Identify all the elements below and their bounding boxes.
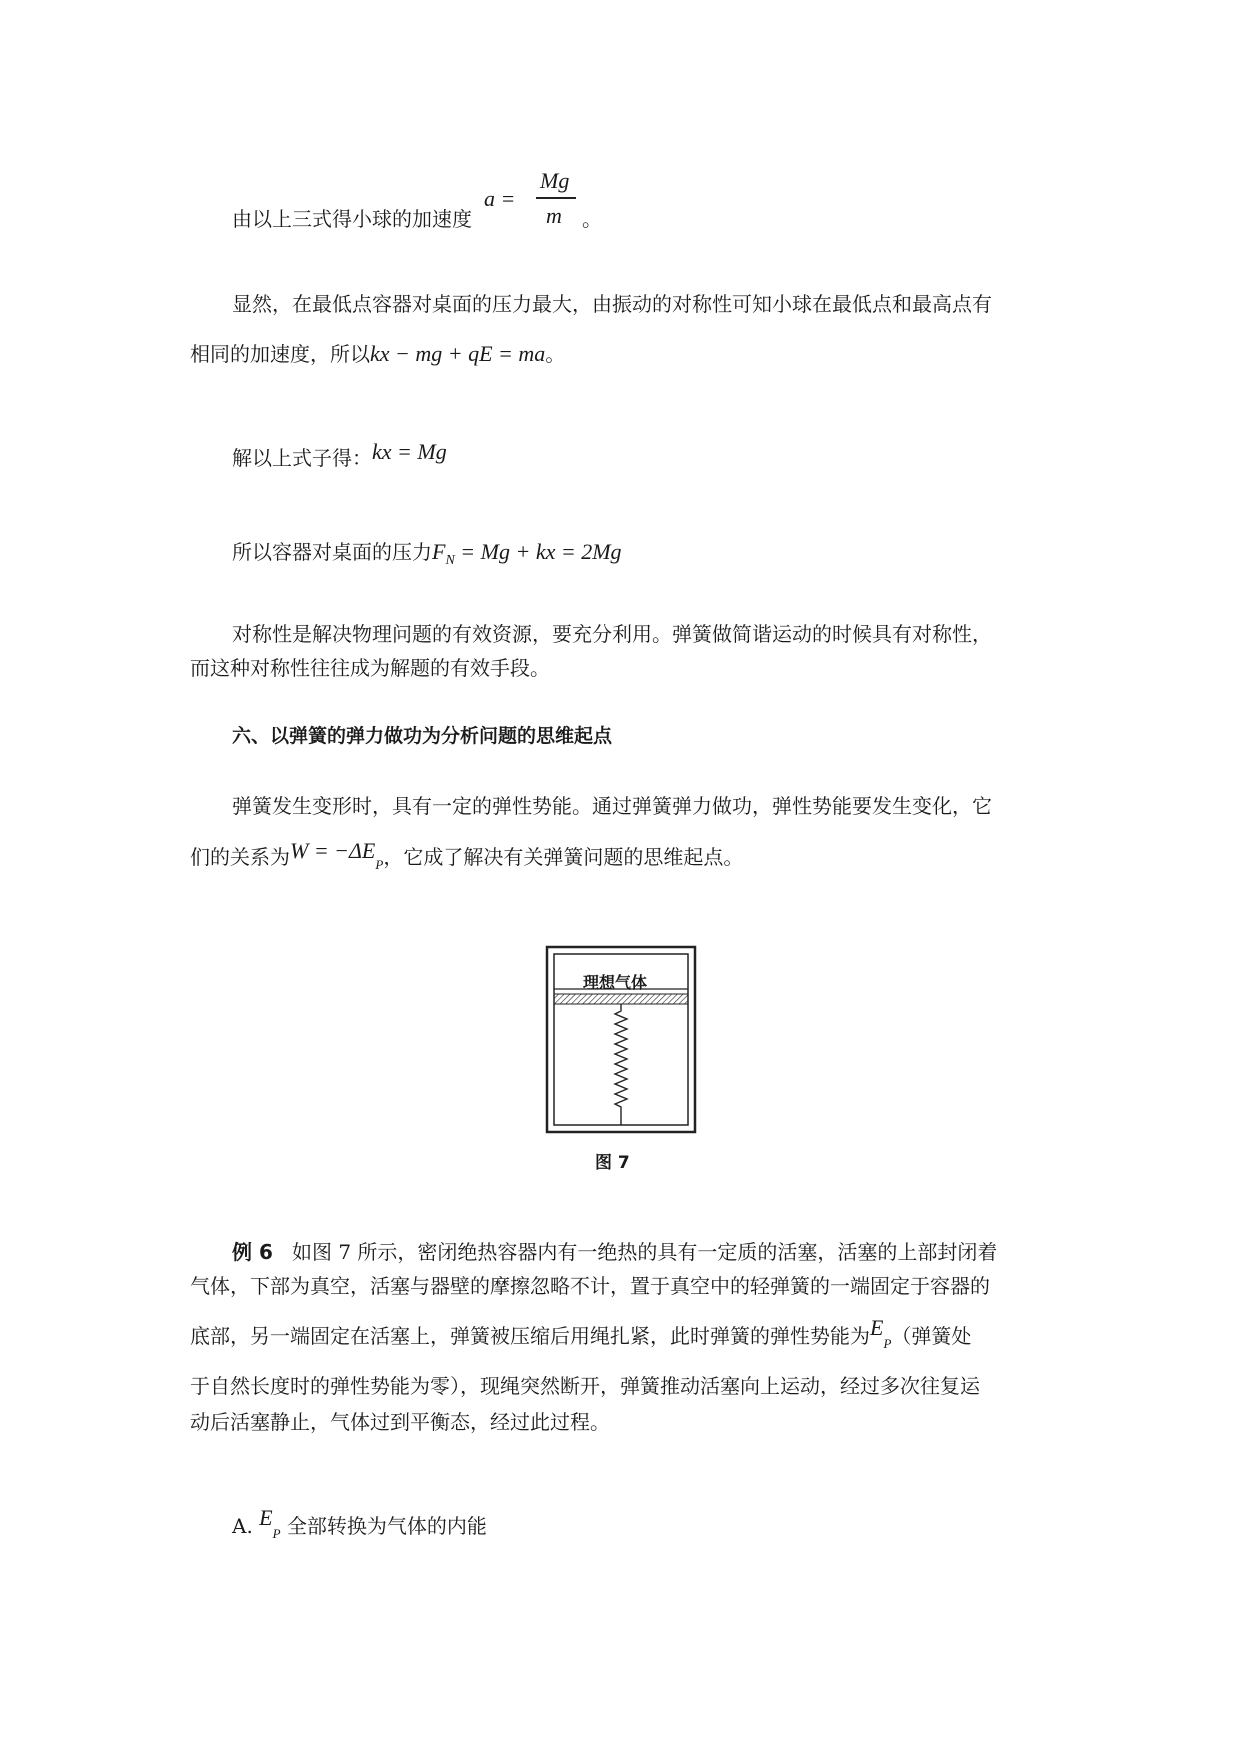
text: 们的关系为 (190, 845, 290, 869)
punctuation: 。 (545, 342, 566, 366)
equation: kx = Mg (372, 439, 447, 464)
paragraph-line: 对称性是解决物理问题的有效资源，要充分利用。弹簧做简谐运动的时候具有对称性， (232, 622, 992, 646)
fraction-denominator: m (546, 203, 562, 228)
text: 底部，另一端固定在活塞上，弹簧被压缩后用绳扎紧，此时弹簧的弹性势能为 (190, 1324, 870, 1348)
text: 解以上式子得： (232, 446, 372, 470)
paragraph-line (232, 1238, 997, 1266)
option-a (232, 1505, 487, 1548)
paragraph-line: 而这种对称性往往成为解题的有效手段。 (190, 656, 550, 680)
text: 由以上三式得小球的加速度 (232, 207, 472, 231)
text: 全部转换为气体的内能 (286, 1514, 487, 1538)
figure-gas-label: 理想气体 (583, 973, 648, 992)
spring (615, 1004, 627, 1125)
text: 如图 7 所示，密闭绝热容器内有一绝热的具有一定质的活塞，活塞的上部封闭着 (291, 1240, 998, 1264)
text: 所以容器对桌面的压力 (232, 540, 432, 564)
paragraph-line: 于自然长度时的弹性势能为零），现绳突然断开，弹簧推动活塞向上运动，经过多次往复运 (190, 1374, 980, 1398)
equation: W = −ΔE (290, 838, 376, 863)
equation-symbol: F (432, 539, 446, 564)
equation-subscript: P (883, 1336, 892, 1351)
equation-subscript: P (272, 1526, 281, 1541)
paragraph-line (232, 205, 472, 233)
paragraph-line (232, 538, 622, 575)
punctuation: 。 (582, 207, 602, 231)
equation-subscript: P (375, 857, 384, 872)
paragraph-line: 弹簧发生变形时，具有一定的弹性势能。通过弹簧弹力做功，弹性势能要发生变化，它 (232, 794, 992, 818)
equation-subscript: N (445, 553, 455, 568)
paragraph-line: 显然，在最低点容器对桌面的压力最大，由振动的对称性可知小球在最低点和最高点有 (232, 292, 992, 316)
equation: kx − mg + qE = ma (370, 341, 546, 366)
text: ，它成了解决有关弹簧问题的思维起点。 (383, 845, 744, 869)
section-heading: 六、以弹簧的弹力做功为分析问题的思维起点 (232, 725, 613, 747)
paragraph-line: 动后活塞静止，气体过到平衡态，经过此过程。 (190, 1410, 610, 1434)
equation-symbol: E (259, 1505, 273, 1530)
paragraph-line (190, 838, 744, 879)
fraction-bar (536, 197, 576, 199)
equation: = Mg + kx = 2Mg (454, 539, 622, 564)
math-lhs: a = (484, 186, 516, 211)
piston (554, 994, 688, 1004)
paragraph-line: 气体，下部为真空，活塞与器壁的摩擦忽略不计，置于真空中的轻弹簧的一端固定于容器的 (190, 1274, 990, 1298)
paragraph-line (190, 340, 565, 368)
option-label: A. (232, 1514, 253, 1538)
text: 相同的加速度，所以 (190, 342, 370, 366)
paragraph-line (190, 1315, 972, 1358)
example-label: 例 6 (232, 1240, 273, 1264)
text: （弹簧处 (891, 1324, 972, 1348)
paragraph-line (232, 439, 447, 472)
fraction-numerator: Mg (540, 168, 570, 193)
equation-symbol: E (870, 1315, 884, 1340)
figure-caption: 图 7 (595, 1153, 630, 1173)
